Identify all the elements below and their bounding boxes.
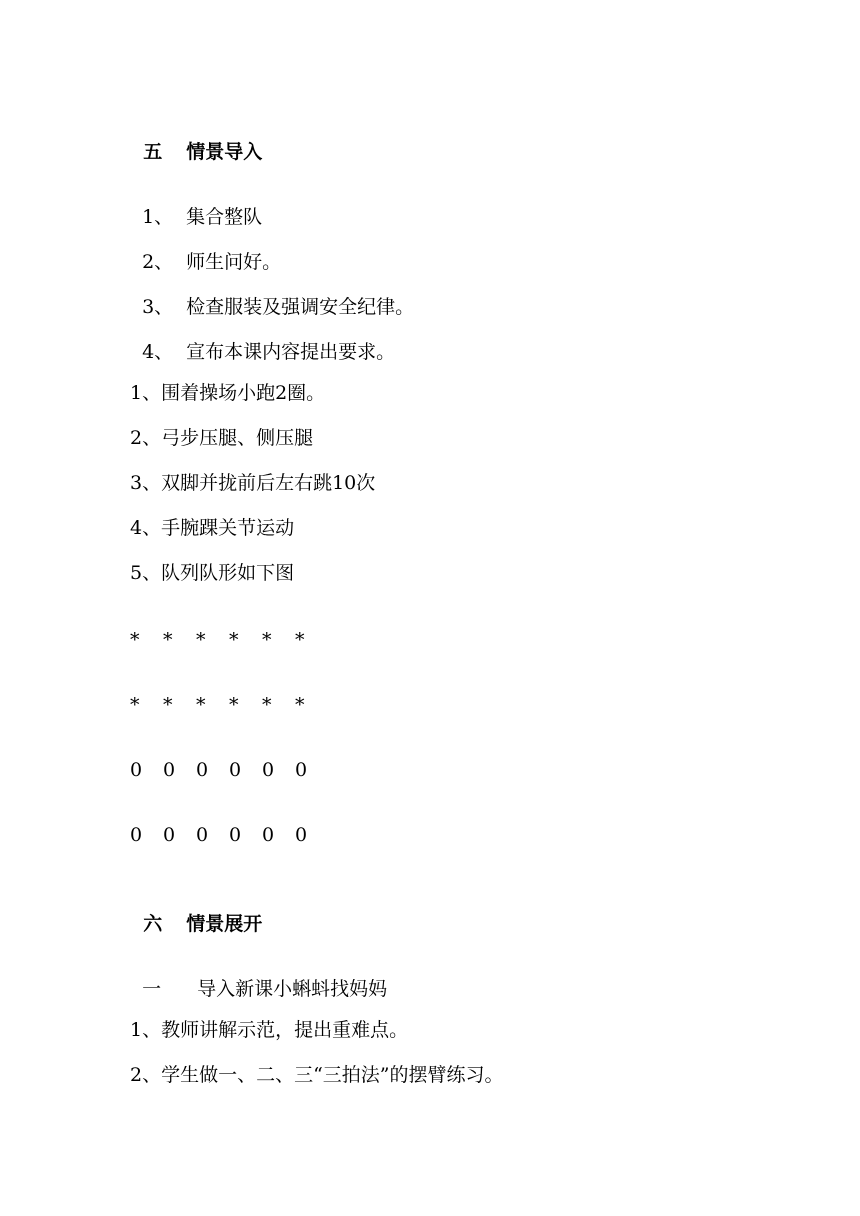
list-item-text: 宣布本课内容提出要求。 bbox=[186, 341, 396, 363]
formation-mark: * bbox=[130, 629, 140, 651]
list-item-number: 2、 bbox=[142, 251, 174, 273]
formation-mark: * bbox=[229, 629, 239, 651]
formation-mark: 0 bbox=[295, 824, 308, 846]
subsection-title: 导入新课小蝌蚪找妈妈 bbox=[197, 978, 388, 1000]
formation-mark: 0 bbox=[229, 759, 242, 781]
warmup-item: 5、队列队形如下图 bbox=[130, 562, 295, 584]
subsection-heading bbox=[130, 953, 387, 1001]
warmup-item: 3、双脚并拢前后左右跳10次 bbox=[130, 472, 376, 494]
list-item-number: 3、 bbox=[142, 296, 174, 318]
warmup-item: 2、弓步压腿、侧压腿 bbox=[130, 427, 314, 449]
warmup-item: 1、围着操场小跑2圈。 bbox=[130, 382, 326, 404]
formation-mark: 0 bbox=[229, 824, 242, 846]
formation-mark: * bbox=[262, 629, 272, 651]
list-item bbox=[130, 181, 262, 229]
formation-mark: * bbox=[295, 694, 305, 716]
formation-mark: * bbox=[196, 629, 206, 651]
formation-mark: * bbox=[295, 629, 305, 651]
list-item-text: 师生问好。 bbox=[186, 251, 282, 273]
formation-mark: 0 bbox=[163, 759, 176, 781]
list-item-text: 检查服装及强调安全纪律。 bbox=[186, 296, 415, 318]
formation-mark: 0 bbox=[130, 824, 143, 846]
formation-mark: 0 bbox=[196, 824, 209, 846]
list-item: 1、教师讲解示范，提出重难点。 bbox=[130, 1019, 409, 1041]
formation-mark: * bbox=[130, 694, 140, 716]
section-5-heading bbox=[130, 116, 262, 164]
section-6-heading bbox=[130, 888, 262, 936]
formation-mark: * bbox=[163, 629, 173, 651]
list-item: 2、学生做一、二、三“三拍法”的摆臂练习。 bbox=[130, 1064, 504, 1086]
formation-mark: 0 bbox=[295, 759, 308, 781]
formation-mark: 0 bbox=[196, 759, 209, 781]
section-5-number: 五 bbox=[143, 141, 163, 163]
formation-mark: 0 bbox=[130, 759, 143, 781]
subsection-number: 一 bbox=[142, 978, 162, 1000]
list-item bbox=[130, 271, 414, 319]
formation-mark: * bbox=[163, 694, 173, 716]
section-6-number: 六 bbox=[143, 913, 163, 935]
list-item bbox=[130, 226, 281, 274]
formation-mark: 0 bbox=[262, 824, 275, 846]
formation-mark: 0 bbox=[163, 824, 176, 846]
section-6-title: 情景展开 bbox=[186, 913, 263, 935]
warmup-item: 4、手腕踝关节运动 bbox=[130, 517, 295, 539]
list-item-text: 集合整队 bbox=[186, 206, 263, 228]
formation-mark: * bbox=[196, 694, 206, 716]
formation-mark: * bbox=[229, 694, 239, 716]
formation-mark: 0 bbox=[262, 759, 275, 781]
section-5-title: 情景导入 bbox=[186, 141, 263, 163]
list-item-number: 4、 bbox=[142, 341, 174, 363]
list-item bbox=[130, 316, 395, 364]
formation-mark: * bbox=[262, 694, 272, 716]
list-item-number: 1、 bbox=[142, 206, 174, 228]
